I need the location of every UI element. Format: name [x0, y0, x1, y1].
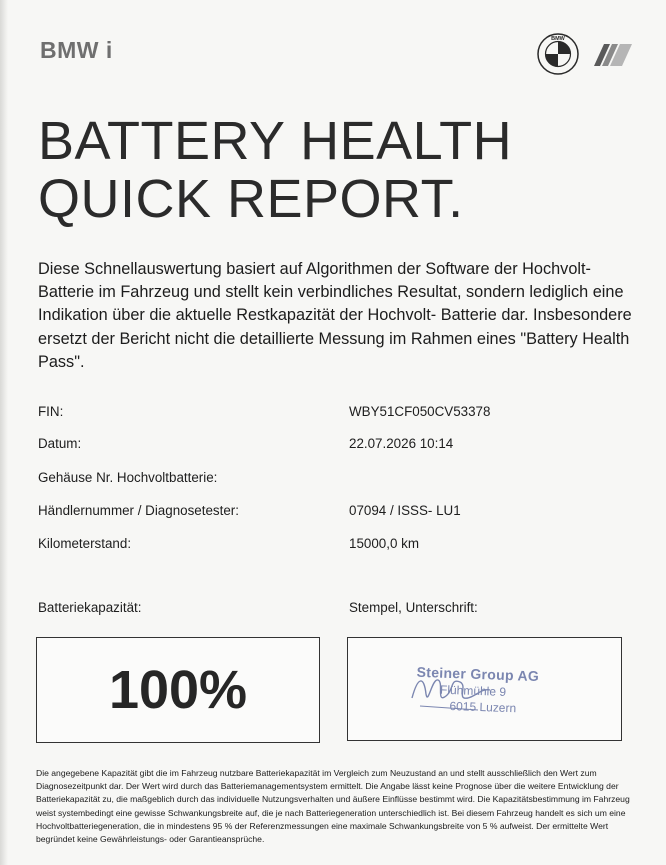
stamp-city: 6015 Luzern	[449, 698, 517, 716]
page-title	[38, 112, 512, 228]
housing-label: Gehäuse Nr. Hochvoltbatterie:	[38, 470, 218, 485]
fin-label: FIN:	[38, 404, 64, 419]
brand-logo-text: BMW i	[40, 37, 113, 63]
date-label: Datum:	[38, 436, 82, 451]
title-line-1: BATTERY HEALTH	[38, 111, 513, 171]
date-value: 22.07.2026 10:14	[349, 436, 454, 451]
km-label: Kilometerstand:	[38, 536, 132, 551]
dealer-value: 07094 / ISSS- LU1	[349, 503, 461, 518]
stamp-street: Flühmühle 9	[439, 682, 507, 699]
capacity-value: 100%	[108, 660, 248, 720]
dealer-label: Händlernummer / Diagnosetester:	[38, 503, 239, 518]
housing-row	[38, 470, 638, 490]
disclaimer-text: Die angegebene Kapazität gibt die im Fahrzeug nutzbare Batteriekapazität im Vergleich zum Neuzustand an und stellt ausschließlich den Wert zum Diagnosezeitpunkt dar. Der Wert wird durch das Batteriemanagementsystem ermittelt. Die Angabe lässt keine Prognose über die weitere Entwicklung der Batteriekapazität zu, die maßgeblich durch das individuelle Nutzungsverhalten und äußere Einflüsse bestimmt wird. Die Kapazitätsbestimmung im Fahrzeug weist systembedingt eine gewisse Schwankungsbreite auf, die je nach Batteriegeneration unterschiedlich ist. Bei diesem Fahrzeug handelt es sich um eine Hochvoltbatteriegeneration, die in mindestens 95 % der Referenzmessungen eine maximale Schwankungsbreite von 5 % aufweist. Der ermittelte Wert begründet keine Gewährleistungs- oder Garantieansprüche.	[36, 768, 630, 845]
dealer-row	[38, 503, 638, 523]
capacity-label: Batteriekapazität:	[38, 600, 142, 615]
title-line-2: QUICK REPORT.	[38, 169, 464, 229]
intro-paragraph: Diese Schnellauswertung basiert auf Algorithmen der Software der Hochvolt- Batterie im Fahrzeug und stellt kein verbindliches Resultat, sondern lediglich eine Indikation über die aktuelle Restkapazität der Hochvolt- Batterie dar. Insbesondere ersetzt der Bericht nicht die detaillierte Messung im Rahmen eines "Battery Health Pass".	[38, 260, 632, 371]
fin-value: WBY51CF050CV53378	[349, 404, 491, 419]
signature-mark	[406, 666, 496, 716]
roundel-letters: BMW	[551, 36, 565, 43]
stamp-box	[347, 637, 622, 741]
page-edge-shadow	[0, 0, 8, 865]
fin-row	[38, 404, 638, 424]
stamp-company: Steiner Group AG	[416, 663, 540, 685]
km-value: 15000,0 km	[349, 536, 419, 551]
stamp-label: Stempel, Unterschrift:	[349, 600, 478, 615]
km-row	[38, 536, 638, 556]
capacity-box	[36, 637, 320, 743]
m-stripes-icon	[594, 44, 632, 66]
date-row	[38, 436, 638, 456]
bmw-roundel-icon	[537, 33, 579, 75]
